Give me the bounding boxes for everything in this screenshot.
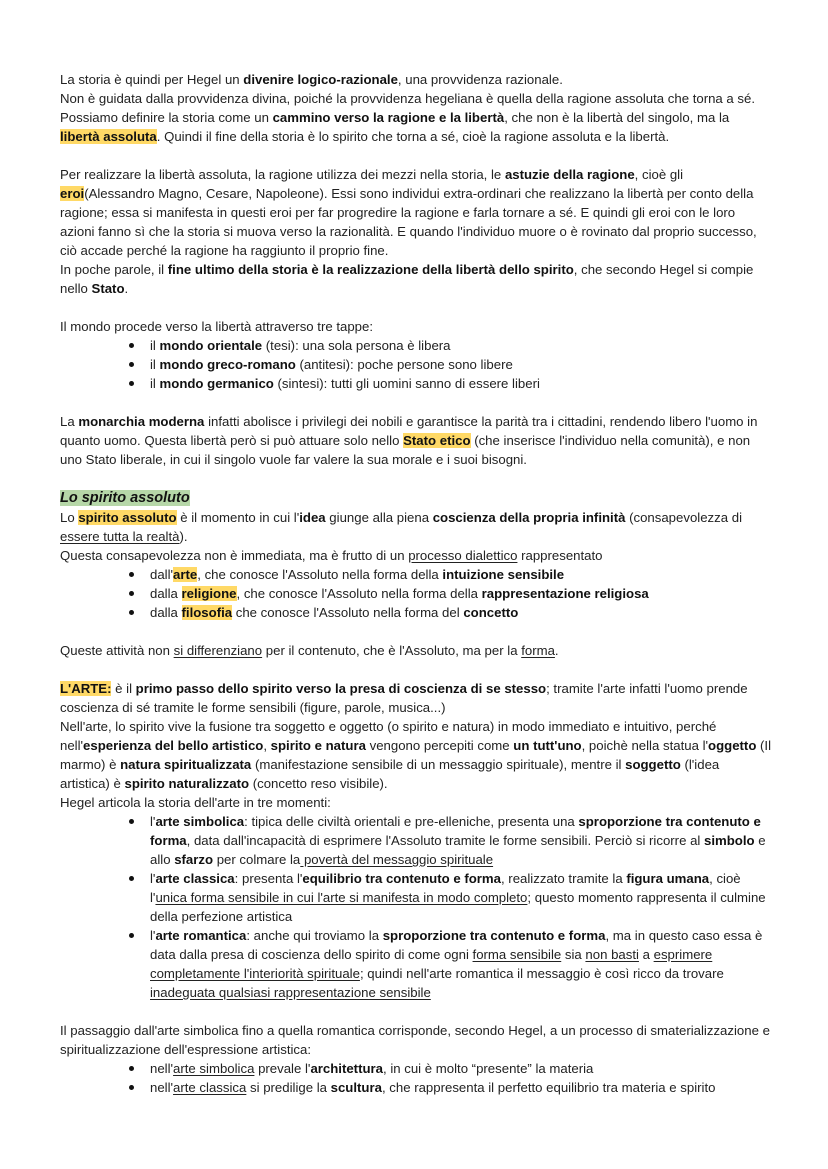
bold-text: oggetto (708, 738, 757, 753)
text-run: l' (150, 871, 156, 886)
text-run: (sintesi): tutti gli uomini sanno di essere liberi (273, 376, 540, 391)
bold-text: arte romantica (155, 928, 247, 943)
underlined-text: povertà del messaggio spirituale (300, 852, 494, 867)
text-run: , in cui è molto “presente” la materia (383, 1061, 594, 1076)
text-run: Il mondo procede verso la libertà attraverso tre tappe: (60, 319, 374, 334)
bold-text: soggetto (625, 757, 681, 772)
text-run: ; quindi nell'arte romantica il messaggio è così ricco da trovare (359, 966, 724, 981)
text-run: , che conosce l'Assoluto nella forma della (197, 567, 443, 582)
paragraph (60, 70, 772, 89)
paragraph (60, 546, 772, 565)
text-run: sia (561, 947, 586, 962)
underlined-text: si differenziano (173, 643, 263, 658)
text-run: è il momento in cui l' (176, 510, 300, 525)
highlighted-text: spirito assoluto (78, 510, 177, 525)
text-run: : presenta l' (234, 871, 303, 886)
bold-text: Stato (91, 281, 125, 296)
bold-text: sproporzione tra contenuto e forma (150, 814, 761, 848)
list-item (150, 603, 772, 622)
text-run: La (60, 414, 79, 429)
text-run: : anche qui troviamo la (246, 928, 383, 943)
list-item (150, 812, 772, 869)
bullet-list (60, 1059, 772, 1097)
bold-text: mondo germanico (159, 376, 274, 391)
text-run: ; tramite l'arte infatti l'uomo prende coscienza di sé tramite le forme sensibili (figure, parole, musica...) (60, 681, 748, 715)
bold-text: monarchia moderna (78, 414, 205, 429)
text-run: : tipica delle civiltà orientali e pre-elleniche, presenta una (244, 814, 579, 829)
section-heading (60, 488, 772, 508)
text-run: (consapevolezza di (625, 510, 742, 525)
text-run: l' (150, 928, 156, 943)
highlighted-text: libertà assoluta (60, 129, 157, 144)
bullet-list (60, 336, 772, 393)
underlined-text: inadeguata qualsiasi rappresentazione sensibile (150, 985, 431, 1000)
bold-text: natura spiritualizzata (120, 757, 252, 772)
text-run: prevale l' (254, 1061, 311, 1076)
text-run: (tesi): una sola persona è libera (262, 338, 451, 353)
document-page (60, 70, 772, 1097)
text-run: Nell'arte, lo spirito vive la fusione tra soggetto e oggetto (o spirito e natura) in modo immediato e intuitivo, perché nell' (60, 719, 717, 753)
list-item (150, 926, 772, 1002)
bold-text: divenire logico-razionale (243, 72, 398, 87)
text-run: . Quindi il fine della storia è lo spirito che torna a sé, cioè la ragione assoluta e la libertà. (156, 129, 670, 144)
paragraph-spacer (60, 1002, 772, 1021)
bold-text: astuzie della ragione (504, 167, 635, 182)
bold-text: arte simbolica (155, 814, 245, 829)
highlighted-text: eroi (60, 186, 85, 201)
paragraph (60, 165, 772, 260)
text-run: si predilige la (246, 1080, 331, 1095)
text-run: che conosce l'Assoluto nella forma del (232, 605, 464, 620)
bold-text: idea (299, 510, 326, 525)
text-run: infatti abolisce i privilegi dei nobili e garantisce la parità tra i cittadini, rendendo libero l'uomo in quanto uomo. Questa libertà però si può attuare solo nello (60, 414, 758, 448)
text-run: , che rappresenta il perfetto equilibrio tra materia e spirito (381, 1080, 716, 1095)
text-run: , cioè l' (150, 871, 741, 905)
list-item (150, 355, 772, 374)
text-run: (antitesi): poche persone sono libere (295, 357, 513, 372)
text-run: il (150, 376, 160, 391)
text-run: rappresentato (517, 548, 603, 563)
text-run: (Alessandro Magno, Cesare, Napoleone). Essi sono individui extra-ordinari che realizzano la libertà per conto della ragione; essa si manifesta in questi eroi per far progredire la ragione e farla tornare a sé. E quindi gli eroi con le loro azioni fanno sì che la storia si muova verso la razionalità. E quando l'individuo muore o è rovinato dal proprio successo, ciò accade perché la ragione ha raggiunto il proprio fine. (60, 186, 757, 258)
highlighted-text: Stato etico (403, 433, 471, 448)
paragraph-spacer (60, 393, 772, 412)
text-run: , che conosce l'Assoluto nella forma della (236, 586, 482, 601)
bold-text: cammino verso la ragione e la libertà (272, 110, 505, 125)
text-run: dall' (150, 567, 174, 582)
bold-text: primo passo dello spirito verso la presa di coscienza di se stesso (135, 681, 547, 696)
text-run: dalla (150, 586, 182, 601)
bold-text: architettura (310, 1061, 383, 1076)
paragraph (60, 508, 772, 546)
underlined-text: processo dialettico (408, 548, 518, 563)
text-run: (manifestazione sensibile di un messaggio spirituale), mentre il (251, 757, 626, 772)
list-item (150, 869, 772, 926)
text-run: , cioè gli (634, 167, 684, 182)
paragraph (60, 1021, 772, 1059)
text-run: vengono percepiti come (365, 738, 514, 753)
text-run: . (124, 281, 129, 296)
text-run: , realizzato tramite la (500, 871, 627, 886)
list-item (150, 1059, 772, 1078)
bold-text: coscienza della propria infinità (432, 510, 626, 525)
text-run: , che non è la libertà del singolo, ma la (504, 110, 730, 125)
bold-text: equilibrio tra contenuto e forma (302, 871, 501, 886)
bold-text: intuizione sensibile (442, 567, 565, 582)
list-item (150, 336, 772, 355)
text-run: il (150, 338, 160, 353)
text-run: Il passaggio dall'arte simbolica fino a quella romantica corrisponde, secondo Hegel, a un processo di smaterializzazione e spiritualizzazione dell'espressione artistica: (60, 1023, 770, 1057)
paragraph-spacer (60, 622, 772, 641)
paragraph (60, 412, 772, 469)
paragraph-spacer (60, 146, 772, 165)
paragraph (60, 641, 772, 660)
text-run: (Il marmo) è (60, 738, 772, 772)
text-run: , poichè nella statua l' (581, 738, 709, 753)
bold-text: mondo orientale (159, 338, 263, 353)
bold-text: fine ultimo della storia è la realizzazione della libertà dello spirito (167, 262, 574, 277)
text-run: , ma in questo caso essa è data dalla presa di coscienza dello spirito di come ogni (150, 928, 763, 962)
text-run: il (150, 357, 160, 372)
text-run: Hegel articola la storia dell'arte in tre momenti: (60, 795, 331, 810)
list-item (150, 1078, 772, 1097)
text-run: l' (150, 814, 156, 829)
text-run: , data dall'incapacità di esprimere l'Assoluto tramite le forme sensibili. Perciò si ricorre al (186, 833, 704, 848)
bullet-list (60, 812, 772, 1002)
paragraph (60, 793, 772, 812)
text-run: (l'idea artistica) è (60, 757, 720, 791)
text-run: , (263, 738, 271, 753)
text-run: Per realizzare la libertà assoluta, la ragione utilizza dei mezzi nella storia, le (60, 167, 505, 182)
text-run: Questa consapevolezza non è immediata, ma è frutto di un (60, 548, 409, 563)
bold-text: esperienza del bello artistico (83, 738, 264, 753)
text-run: per colmare la (213, 852, 301, 867)
text-run: In poche parole, il (60, 262, 168, 277)
list-item (150, 584, 772, 603)
text-run: (concetto reso visibile). (249, 776, 388, 791)
bold-text: sfarzo (174, 852, 214, 867)
bullet-list (60, 565, 772, 622)
highlighted-text: filosofia (181, 605, 233, 620)
highlighted-text: L'ARTE: (60, 681, 112, 696)
text-run: nell' (150, 1061, 174, 1076)
paragraph (60, 89, 772, 146)
paragraph (60, 317, 772, 336)
paragraph-spacer (60, 298, 772, 317)
paragraph-spacer (60, 660, 772, 679)
paragraph-spacer (60, 469, 772, 488)
text-run: Queste attività non (60, 643, 174, 658)
highlighted-text: arte (173, 567, 198, 582)
text-run: è il (111, 681, 136, 696)
underlined-text: forma (521, 643, 555, 658)
underlined-text: non basti (585, 947, 639, 962)
paragraph (60, 717, 772, 793)
bold-text: simbolo (704, 833, 755, 848)
text-run: giunge alla piena (325, 510, 433, 525)
underlined-text: forma sensibile (472, 947, 562, 962)
bold-text: mondo greco-romano (159, 357, 296, 372)
underlined-text: esprimere completamente l'interiorità spirituale (150, 947, 713, 981)
section-heading-text: Lo spirito assoluto (60, 490, 190, 506)
bold-text: rappresentazione religiosa (481, 586, 649, 601)
text-run: ). (179, 529, 188, 544)
text-run: ; questo momento rappresenta il culmine della perfezione artistica (150, 890, 766, 924)
text-run: Lo (60, 510, 79, 525)
text-run: . (554, 643, 559, 658)
paragraph (60, 679, 772, 717)
text-run: dalla (150, 605, 182, 620)
text-run: per il contenuto, che è l'Assoluto, ma per la (262, 643, 522, 658)
underlined-text: arte classica (173, 1080, 247, 1095)
text-run: a (638, 947, 654, 962)
bold-text: spirito e natura (270, 738, 366, 753)
text-run: , che secondo Hegel si compie nello (60, 262, 754, 296)
bold-text: spirito naturalizzato (124, 776, 250, 791)
bold-text: concetto (463, 605, 519, 620)
text-run: nell' (150, 1080, 174, 1095)
text-run: (che inserisce l'individuo nella comunità), e non uno Stato liberale, in cui il singolo vuole far valere la sua morale e i suoi bisogni. (60, 433, 751, 467)
bold-text: sproporzione tra contenuto e forma (382, 928, 606, 943)
list-item (150, 565, 772, 584)
text-run: e allo (150, 833, 766, 867)
highlighted-text: religione (181, 586, 237, 601)
underlined-text: unica forma sensibile in cui l'arte si manifesta in modo completo (155, 890, 528, 905)
bold-text: scultura (330, 1080, 382, 1095)
bold-text: un tutt'uno (513, 738, 582, 753)
list-item (150, 374, 772, 393)
text-run: , una provvidenza razionale. (397, 72, 563, 87)
text-run: Non è guidata dalla provvidenza divina, poiché la provvidenza hegeliana è quella della ragione assoluta che torna a sé. Possiamo definire la storia come un (60, 91, 756, 125)
text-run: La storia è quindi per Hegel un (60, 72, 244, 87)
bold-text: figura umana (626, 871, 710, 886)
underlined-text: arte simbolica (173, 1061, 255, 1076)
underlined-text: essere tutta la realtà (60, 529, 180, 544)
paragraph (60, 260, 772, 298)
bold-text: arte classica (155, 871, 235, 886)
